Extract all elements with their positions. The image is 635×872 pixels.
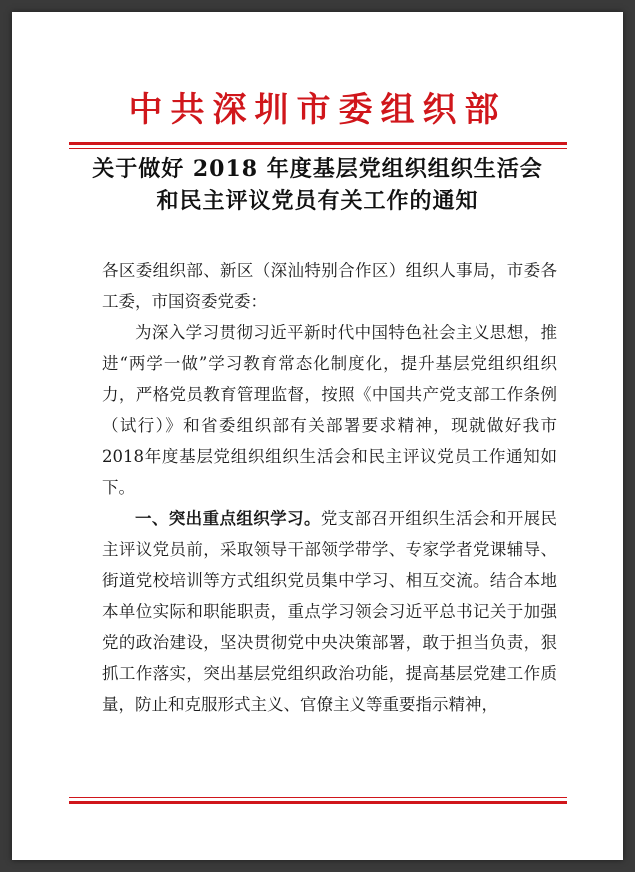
header-rule-thick — [69, 142, 567, 145]
section-1-heading: 一、突出重点组织学习。 — [135, 509, 321, 528]
document-title-line-2: 和民主评议党员有关工作的通知 — [156, 188, 479, 214]
document-body — [102, 255, 557, 720]
document-title-line-1: 关于做好 2018 年度基层党组织组织生活会 — [92, 156, 543, 182]
intro-paragraph: 为深入学习贯彻习近平新时代中国特色社会主义思想，推进“两学一做”学习教育常态化制度化，提升基层党组织组织力，严格党员教育管理监督，按照《中国共产党支部工作条例（试行）》和省委组织部有关部署要求精神，现就做好我市2018年度基层党组织组织生活会和民主评议党员工作通知如下。 — [102, 323, 557, 497]
section-1-text: 党支部召开组织生活会和开展民主评议党员前，采取领导干部领学带学、专家学者党课辅导、街道党校培训等方式组织党员集中学习、相互交流。结合本地本单位实际和职能职责，重点学习领会习近平总书记关于加强党的政治建设，坚决贯彻党中央决策部署，敢于担当负责，狠抓工作落实，突出基层党组织政治功能，提高基层党建工作质量，防止和克服形式主义、官僚主义等重要指示精神， — [102, 509, 558, 714]
salutation: 各区委组织部、新区（深汕特别合作区）组织人事局，市委各工委，市国资委党委： — [102, 261, 557, 311]
header-rule-thin — [69, 148, 567, 149]
document-page — [12, 12, 623, 860]
footer-rule-thin — [69, 797, 567, 798]
footer-rule-thick — [69, 801, 567, 804]
section-1-paragraph — [102, 503, 557, 720]
issuing-organization-header: 中共深圳市委组织部 — [128, 90, 507, 130]
